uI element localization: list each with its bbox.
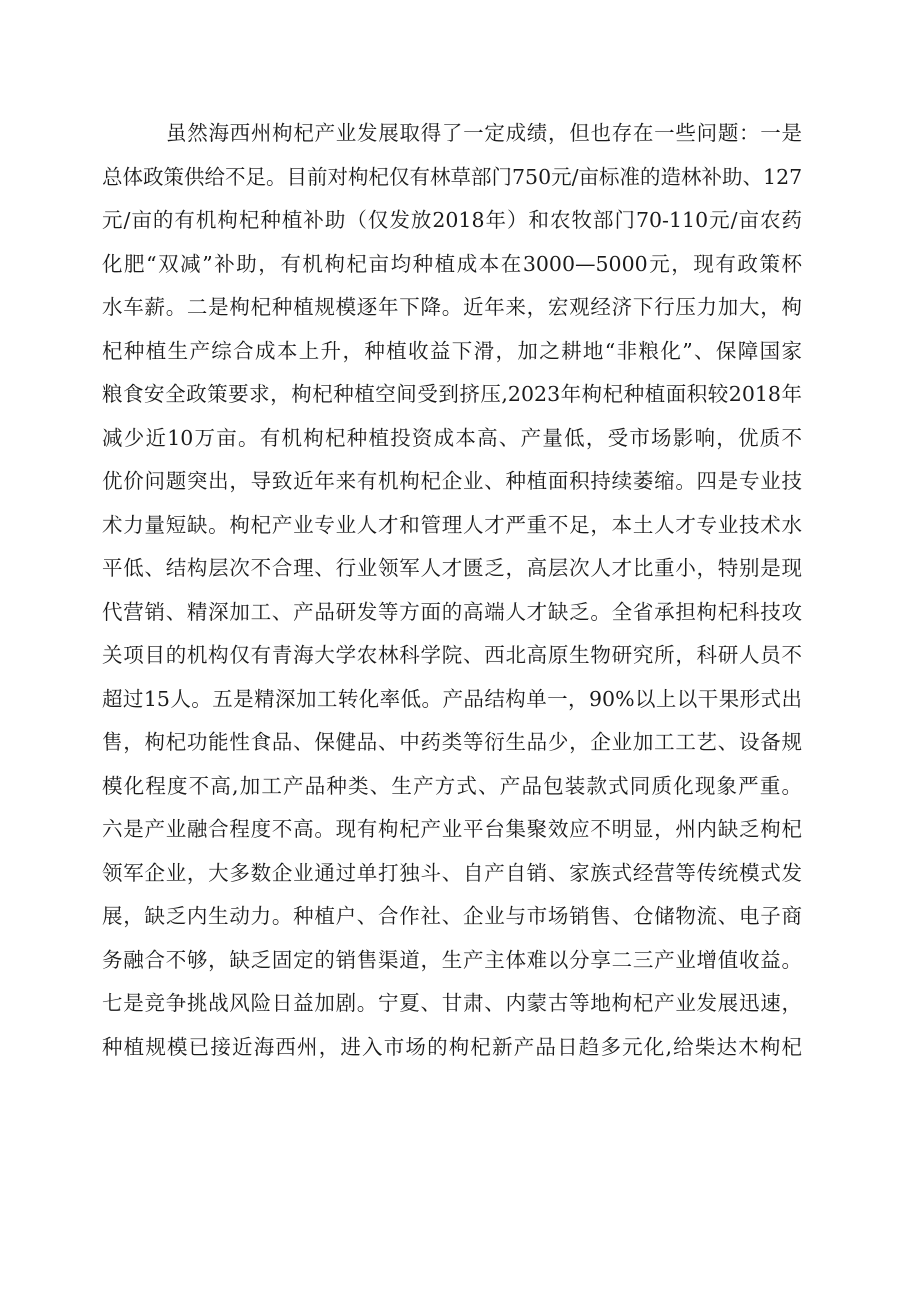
paragraph-line: 务融合不够，缺乏固定的销售渠道，生产主体难以分享二三产业增值收益。 (102, 947, 802, 972)
paragraph-line: 水车薪。二是枸杞种植规模逐年下降。近年来，宏观经济下行压力加大，枸 (102, 295, 802, 319)
paragraph-line: 虽然海西州枸杞产业发展取得了一定成绩，但也存在一些问题：一是 (166, 121, 802, 145)
paragraph-line: 化肥“双减”补助，有机枸杞亩均种植成本在3000—5000元，现有政策杯 (102, 251, 802, 276)
paragraph-line: 六是产业融合程度不高。现有枸杞产业平台集聚效应不明显，州内缺乏枸杞 (102, 817, 802, 841)
paragraph-line: 种植规模已接近海西州，进入市场的枸杞新产品日趋多元化,给柴达木枸杞 (102, 1034, 802, 1059)
paragraph-line: 超过15人。五是精深加工转化率低。产品结构单一，90%以上以干果形式出 (102, 686, 802, 711)
paragraph-line: 平低、结构层次不合理、行业领军人才匮乏，高层次人才比重小，特别是现 (102, 556, 802, 580)
body-paragraph (102, 112, 802, 1069)
paragraph-line: 优价问题突出，导致近年来有机枸杞企业、种植面积持续萎缩。四是专业技 (102, 469, 802, 493)
paragraph-line: 模化程度不高,加工产品种类、生产方式、产品包装款式同质化现象严重。 (102, 773, 802, 798)
paragraph-line: 领军企业，大多数企业通过单打独斗、自产自销、家族式经营等传统模式发 (102, 860, 802, 885)
paragraph-line: 关项目的机构仅有青海大学农林科学院、西北高原生物研究所，科研人员不 (102, 643, 802, 667)
paragraph-line: 粮食安全政策要求，枸杞种植空间受到挤压,2023年枸杞种植面积较2018年 (102, 382, 802, 406)
paragraph-line: 代营销、精深加工、产品研发等方面的高端人才缺乏。全省承担枸杞科技攻 (102, 599, 802, 624)
paragraph-line: 总体政策供给不足。目前对枸杞仅有林草部门750元/亩标准的造林补助、127 (102, 164, 803, 189)
paragraph-line: 展，缺乏内生动力。种植户、合作社、企业与市场销售、仓储物流、电子商 (102, 904, 802, 928)
paragraph-line: 七是竞争挑战风险日益加剧。宁夏、甘肃、内蒙古等地枸杞产业发展迅速， (102, 991, 802, 1015)
paragraph-line: 杞种植生产综合成本上升，种植收益下滑，加之耕地“非粮化”、保障国家 (102, 338, 802, 363)
paragraph-line: 术力量短缺。枸杞产业专业人才和管理人才严重不足，本土人才专业技术水 (102, 512, 802, 537)
paragraph-line: 售，枸杞功能性食品、保健品、中药类等衍生品少，企业加工工艺、设备规 (102, 730, 802, 754)
paragraph-line: 减少近10万亩。有机枸杞种植投资成本高、产量低，受市场影响，优质不 (102, 425, 802, 450)
paragraph-line: 元/亩的有机枸杞种植补助（仅发放2018年）和农牧部门70-110元/亩农药 (102, 208, 802, 232)
